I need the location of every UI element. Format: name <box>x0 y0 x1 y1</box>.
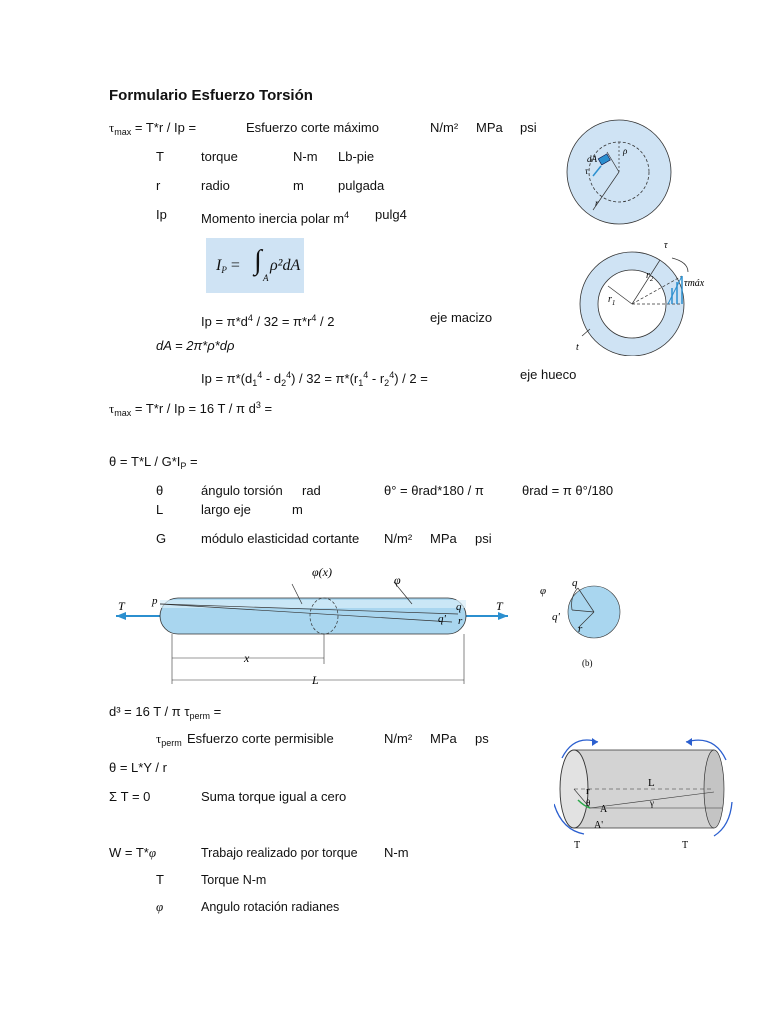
fig3-x: x <box>244 651 250 665</box>
end-section-figure <box>534 574 630 674</box>
var-symbol: G <box>156 531 167 546</box>
iph-s4: 2 <box>384 378 390 388</box>
fig3-phi-x: φ(x) <box>312 565 332 579</box>
unit-psi: psi <box>475 531 492 546</box>
theta-l-formula: θ = L*Υ / r <box>109 760 167 775</box>
ip-name: Momento inercia polar m <box>201 211 345 226</box>
var-symbol: L <box>156 502 164 517</box>
ip-integral-i: I <box>216 257 222 274</box>
cylinder-figure <box>554 730 734 854</box>
ip-solid-formula <box>201 310 335 330</box>
integral-sign: ∫ <box>254 245 262 276</box>
fig2-r2: r <box>646 270 650 281</box>
da-formula: dA = 2π*ρ*dρ <box>156 338 235 353</box>
var-name: radio <box>201 178 230 193</box>
var-symbol: φ <box>156 899 164 914</box>
fig5-gamma: γ <box>650 798 654 808</box>
ip-integral-lhs <box>216 258 240 278</box>
tau-d3-formula <box>109 397 272 421</box>
unit-mpa: MPa <box>430 531 457 546</box>
ip-solid-post: / 2 <box>316 314 335 329</box>
fig2-tau-label: τ <box>664 240 668 251</box>
fig5-theta: θ <box>586 798 591 808</box>
fig3-p: p <box>152 595 158 607</box>
unit-si: N/m² <box>384 531 413 546</box>
tau-max-formula <box>109 120 196 140</box>
tau-subscript: perm <box>161 738 182 748</box>
var-name: largo eje <box>201 502 251 517</box>
fig3-t-left: T <box>118 599 125 613</box>
tau-symbol: τ <box>109 401 115 416</box>
hollow-section-figure <box>560 236 740 356</box>
fig4-phi: φ <box>540 585 547 597</box>
fig1-tau-label: τ <box>585 166 589 176</box>
iph-e3: 4 <box>363 370 369 380</box>
d3-formula <box>109 704 221 724</box>
fig5-t1: T <box>574 840 581 851</box>
var-name: torque <box>201 149 238 164</box>
iph-p4: - r <box>368 371 385 386</box>
var-si-unit: m <box>293 178 304 193</box>
fig5-a2: A' <box>594 820 604 831</box>
ip-solid-e2: 4 <box>311 313 317 323</box>
theta-pre: θ = T*L / G*I <box>109 454 181 469</box>
fig1-r-label: r <box>595 198 599 208</box>
tauperm-name: Esfuerzo corte permisible <box>187 731 334 746</box>
fig5-r: r <box>586 785 590 797</box>
unit-mpa: MPa <box>476 120 503 135</box>
unit-si: N/m² <box>384 731 413 746</box>
var-si-unit: N-m <box>293 149 318 164</box>
fig5-l: L <box>648 777 655 789</box>
var-symbol: T <box>156 872 164 887</box>
var-imperial-unit: Lb-pie <box>338 149 375 164</box>
fig4-q: q <box>572 577 578 589</box>
var-name: Angulo rotación radianes <box>201 900 340 914</box>
fig4-r: r <box>578 623 583 635</box>
fig2-r1-sub: 1 <box>611 299 616 307</box>
ip-integral-lhs-sub: P <box>221 265 227 275</box>
sum-torque-formula: Σ T = 0 <box>109 789 151 804</box>
theta-conversion-1: θ° = θrad*180 / π <box>384 483 484 498</box>
fig3-q2: q' <box>438 613 446 625</box>
d3-end: = <box>210 704 222 719</box>
ip-integral-sub: A <box>263 273 269 283</box>
work-phi: φ <box>148 845 157 860</box>
var-name: módulo elasticidad cortante <box>201 531 360 546</box>
sum-torque-desc: Suma torque igual a cero <box>201 789 347 804</box>
ip-integral-eq: = <box>226 257 240 274</box>
unit-psi: ps <box>475 731 489 746</box>
var-imperial-unit: pulgada <box>338 178 385 193</box>
iph-e2: 4 <box>286 370 292 380</box>
var-name: Torque N-m <box>201 873 267 887</box>
fig2-r2-sub: 2 <box>649 275 654 283</box>
ip-exponent: 4 <box>344 210 350 220</box>
var-symbol: r <box>156 178 161 193</box>
theta-formula <box>109 454 198 474</box>
ip-solid-pre: Ip = π*d <box>201 314 248 329</box>
tau-subscript: max <box>114 408 132 418</box>
tau-d3-end: = <box>260 401 273 416</box>
var-si-unit: rad <box>302 483 321 498</box>
iph-p1: Ip = π*(d <box>201 371 253 386</box>
work-desc: Trabajo realizado por torque <box>201 846 358 860</box>
theta-end: = <box>186 454 198 469</box>
fig3-phi: φ <box>394 573 401 587</box>
iph-p3: ) / 32 = π*(r <box>291 371 359 386</box>
iph-s2: 2 <box>281 378 287 388</box>
var-symbol: T <box>156 149 164 164</box>
unit-mpa: MPa <box>430 731 457 746</box>
tau-max-desc: Esfuerzo corte máximo <box>246 120 379 135</box>
fig3-r: r <box>458 615 463 627</box>
var-symbol: θ <box>156 483 164 498</box>
iph-s3: 1 <box>358 378 364 388</box>
ip-hollow-label: eje hueco <box>520 367 577 382</box>
shaft-figure <box>112 560 512 690</box>
ip-integral-body: ρ²dA <box>270 257 301 274</box>
fig4-q2: q' <box>552 611 560 623</box>
fig1-rho-label: ρ <box>623 146 628 156</box>
tau-d3-rest: = T*r / Ip = 16 T / π d <box>131 401 256 416</box>
d3-sub: perm <box>189 711 210 721</box>
fig5-t2: T <box>682 840 689 851</box>
tau-subscript: max <box>114 127 132 137</box>
fig2-taumax-label: τmáx <box>684 278 705 289</box>
page-title: Formulario Esfuerzo Torsión <box>109 87 313 104</box>
fig3-l: L <box>312 673 319 687</box>
work-pre: W = T* <box>109 845 149 860</box>
fig5-a: A <box>600 804 608 815</box>
fig3-q: q <box>456 601 462 613</box>
theta-sub: P <box>180 461 187 471</box>
iph-p5: ) / 2 = <box>394 371 428 386</box>
tau-symbol: τ <box>109 120 115 135</box>
unit-psi: psi <box>520 120 537 135</box>
tau-d3-exp: 3 <box>255 400 261 410</box>
ip-solid-e1: 4 <box>247 313 253 323</box>
theta-conversion-2: θrad = π θ°/180 <box>522 483 614 498</box>
unit-si: N/m² <box>430 120 459 135</box>
var-name: ángulo torsión <box>201 483 283 498</box>
tauperm-row <box>156 731 182 751</box>
tau-symbol: τ <box>156 731 162 746</box>
iph-e4: 4 <box>389 370 395 380</box>
var-name <box>201 207 349 227</box>
var-si-unit: m <box>292 502 303 517</box>
var-symbol: Ip <box>156 207 167 222</box>
ip-solid-mid: / 32 = π*r <box>252 314 312 329</box>
fig2-r1: r <box>608 294 612 305</box>
work-formula <box>109 845 156 861</box>
work-unit: N-m <box>384 845 409 860</box>
ip-solid-label: eje macizo <box>430 310 493 325</box>
iph-p2: - d <box>262 371 282 386</box>
iph-e1: 4 <box>257 370 263 380</box>
d3-pre: d³ = 16 T / π τ <box>109 704 190 719</box>
fig1-da-label: dA <box>587 154 597 164</box>
ip-integral-box <box>206 238 304 293</box>
tau-formula-text: = T*r / Ip = <box>131 120 197 135</box>
fig2-t-label: t <box>576 342 579 353</box>
ip-hollow-formula <box>201 367 428 391</box>
fig3-t-right: T <box>496 599 503 613</box>
iph-s1: 1 <box>252 378 258 388</box>
var-imperial-unit: pulg4 <box>375 207 407 222</box>
solid-section-figure <box>565 118 675 228</box>
fig4-caption: (b) <box>582 658 593 668</box>
